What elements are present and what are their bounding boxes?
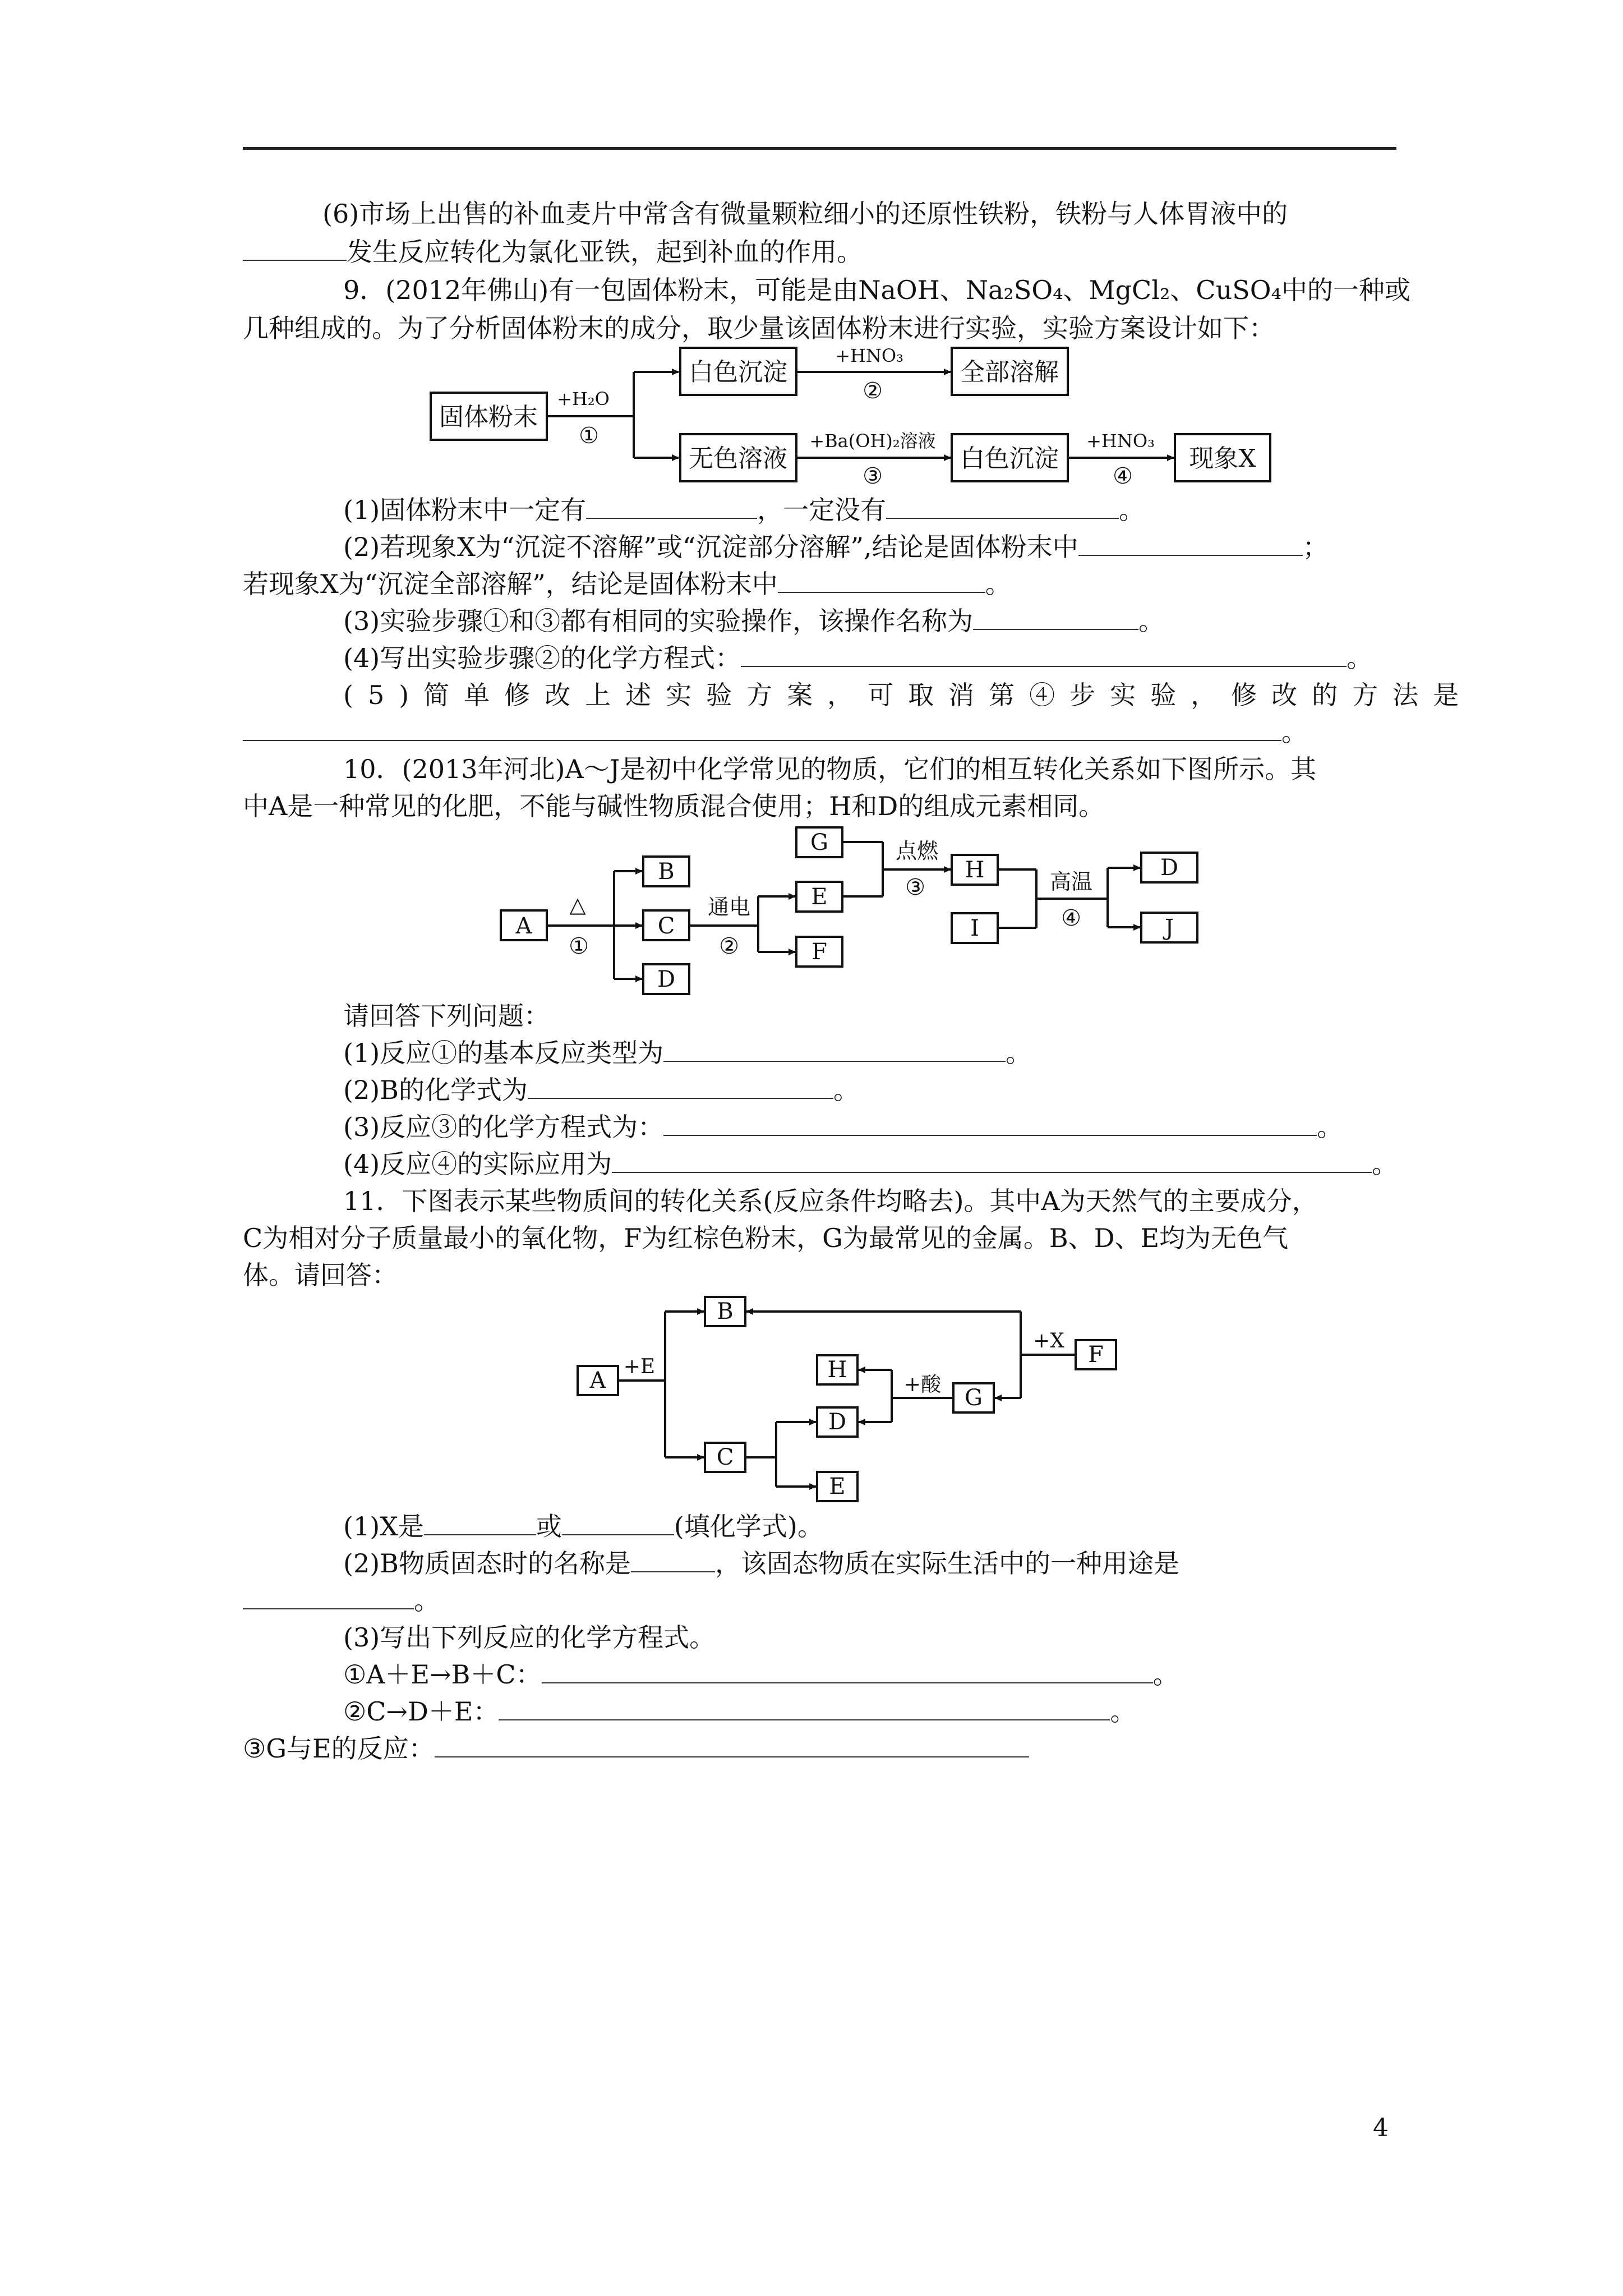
q9-3: (3)实验步骤①和③都有相同的实验操作，该操作名称为 。 — [343, 606, 1165, 636]
step-3: ③ — [905, 875, 925, 900]
label-C: C — [657, 913, 675, 939]
label-B: B — [717, 1299, 734, 1324]
q10-2: (2)B的化学式为 。 — [343, 1075, 859, 1105]
step-4: ④ — [1061, 905, 1081, 931]
step-2: ② — [719, 933, 739, 959]
reagent-baoh2: +Ba(OH)₂溶液 — [809, 430, 936, 452]
q11-3: (3)写出下列反应的化学方程式。 — [343, 1622, 716, 1653]
label-E: E — [811, 884, 828, 910]
label-G: G — [810, 830, 828, 855]
step-2: ② — [863, 378, 883, 404]
q11-1: (1)X是 或 (填化学式)。 — [343, 1511, 823, 1542]
label-J: J — [1164, 915, 1174, 941]
answer-blank[interactable] — [562, 1512, 674, 1535]
label-F: F — [1088, 1342, 1104, 1368]
label-D: D — [657, 967, 676, 992]
step-3: ③ — [863, 463, 883, 489]
reagent-acid: +酸 — [903, 1373, 942, 1396]
q10-3: (3)反应③的化学方程式为： 。 — [343, 1112, 1343, 1142]
step-1: ① — [579, 423, 599, 449]
reagent-plus-x: +X — [1033, 1329, 1064, 1352]
q9-4: (4)写出实验步骤②的化学方程式： 。 — [343, 643, 1373, 673]
label-H: H — [827, 1357, 847, 1383]
label-C: C — [716, 1444, 734, 1470]
q9-5: (5)简单修改上述实验方案，可取消第④步实验，修改的方法是 — [343, 680, 1474, 710]
answer-blank[interactable] — [631, 1549, 715, 1572]
q10-4: (4)反应④的实际应用为 。 — [343, 1149, 1398, 1179]
reagent-plus-e: +E — [623, 1355, 656, 1378]
label-phenomenon-x: 现象X — [1189, 444, 1256, 473]
q9-2: (2)若现象X为“沉淀不溶解”或“沉淀部分溶解”,结论是固体粉末中 ； — [343, 532, 1329, 562]
label-E: E — [829, 1474, 846, 1499]
step-1: ① — [569, 933, 589, 959]
answer-blank[interactable] — [424, 1512, 536, 1535]
step-4: ④ — [1113, 463, 1133, 489]
q11-line1: 11．下图表示某些物质间的转化关系(反应条件均略去)。其中A为天然气的主要成分， — [343, 1186, 1318, 1216]
condition-electrolysis: 通电 — [707, 895, 751, 919]
q11-3-2: ②C→D＋E： 。 — [343, 1696, 1136, 1727]
answer-blank[interactable] — [243, 1586, 414, 1609]
q9-5-cont: 。 — [243, 714, 1307, 751]
q11-2-cont: 。 — [243, 1582, 440, 1619]
label-colorless-solution: 无色溶液 — [689, 444, 787, 473]
label-white-precipitate-2: 白色沉淀 — [960, 444, 1059, 473]
label-D-2: D — [1160, 855, 1179, 881]
q11-3-1: ①A＋E→B＋C： 。 — [343, 1659, 1179, 1690]
q11-2: (2)B物质固态时的名称是 ，该固态物质在实际生活中的一种用途是 — [343, 1548, 1179, 1579]
label-solid-powder: 固体粉末 — [439, 403, 538, 431]
reagent-h2o: +H₂O — [557, 388, 610, 409]
q9-line2: 几种组成的。为了分析固体粉末的成分，取少量该固体粉末进行实验，实验方案设计如下： — [243, 313, 1275, 343]
q9-line1: 9．(2012年佛山)有一包固体粉末，可能是由NaOH、Na₂SO₄、MgCl₂、CuSO₄中的一种或 — [343, 275, 1410, 305]
reagent-hno3-a: +HNO₃ — [835, 345, 903, 366]
label-B: B — [658, 859, 675, 885]
q9-2-cont: 若现象X为“沉淀全部溶解”，结论是固体粉末中 。 — [243, 569, 1011, 599]
q10-line2: 中A是一种常见的化肥，不能与碱性物质混合使用；H和D的组成元素相同。 — [243, 791, 1105, 821]
label-A: A — [589, 1368, 606, 1393]
q11-line2: C为相对分子质量最小的氧化物，F为红棕色粉末，G为最常见的金属。B、D、E均为无色气 — [243, 1223, 1289, 1253]
label-white-precipitate: 白色沉淀 — [689, 358, 787, 386]
condition-high-temp: 高温 — [1049, 869, 1093, 894]
answer-blank[interactable] — [499, 1697, 1110, 1720]
answer-blank[interactable] — [435, 1734, 1029, 1757]
q11-3-3: ③G与E的反应： — [243, 1730, 1029, 1767]
q10-1: (1)反应①的基本反应类型为 。 — [343, 1038, 1032, 1068]
label-I: I — [970, 915, 979, 941]
q10-intro: 请回答下列问题： — [343, 1001, 550, 1031]
q11-line3: 体。请回答： — [243, 1260, 398, 1290]
label-H: H — [965, 857, 985, 883]
q6-line1: (6)市场上出售的补血麦片中常含有微量颗粒细小的还原性铁粉，铁粉与人体胃液中的 — [322, 199, 1288, 229]
label-all-dissolve: 全部溶解 — [960, 358, 1059, 386]
q6-line2: 发生反应转化为氯化亚铁，起到补血的作用。 — [243, 233, 863, 270]
label-A: A — [515, 913, 532, 939]
reagent-hno3-b: +HNO₃ — [1086, 430, 1155, 452]
condition-ignite: 点燃 — [895, 839, 939, 863]
condition-heat: △ — [569, 892, 586, 917]
label-F: F — [811, 939, 827, 965]
q10-line1: 10．(2013年河北)A～J是初中化学常见的物质，它们的相互转化关系如下图所示。其 — [343, 754, 1317, 784]
label-D: D — [828, 1409, 847, 1435]
label-G: G — [965, 1385, 983, 1411]
answer-blank[interactable] — [542, 1660, 1153, 1683]
page-number: 4 — [1373, 2114, 1389, 2142]
q9-1: (1)固体粉末中一定有 ，一定没有 。 — [343, 495, 1145, 525]
